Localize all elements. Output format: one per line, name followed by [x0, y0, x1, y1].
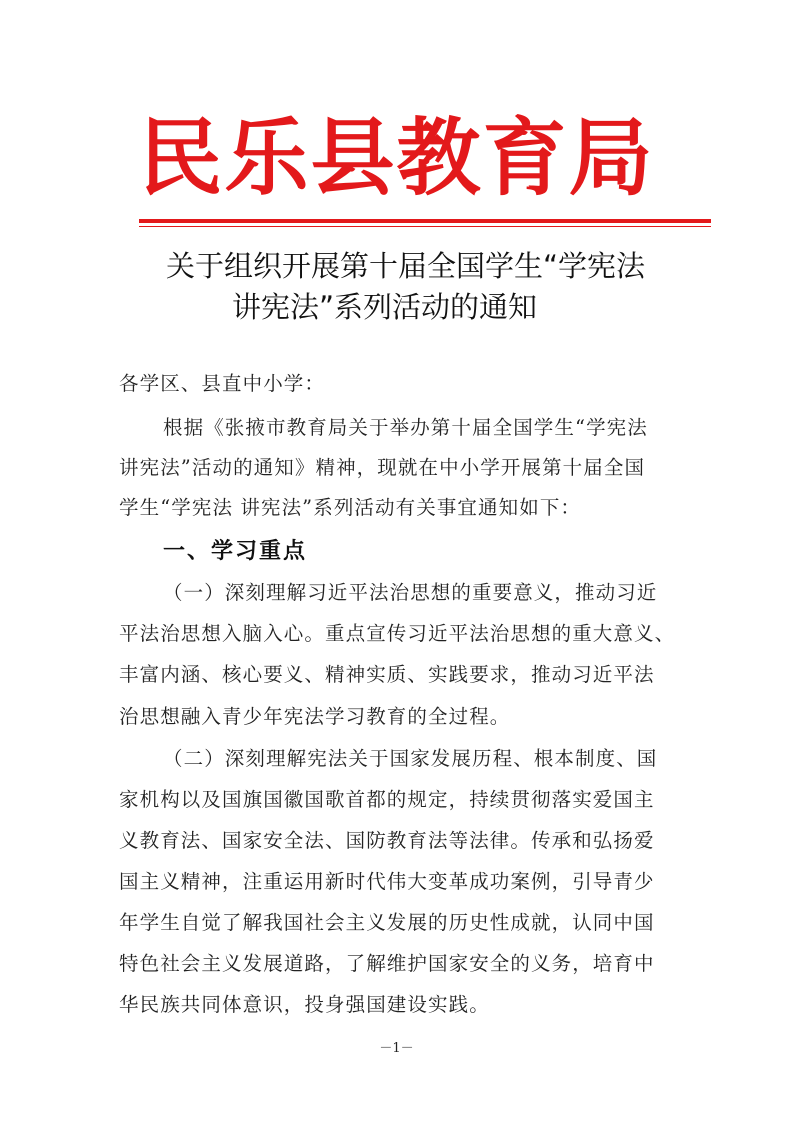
paragraph-line: 义教育法、国家安全法、国防教育法等法律。传承和弘扬爱	[119, 829, 655, 852]
document-title-line-2: 讲宪法”系列活动的通知	[232, 290, 538, 324]
paragraph-line: 国主义精神，注重运用新时代伟大变革成功案例，引导青少	[119, 870, 655, 893]
paragraph-line: 平法治思想入脑入心。重点宣传习近平法治思想的重大意义、	[119, 622, 676, 645]
intro-line: 讲宪法”活动的通知》精神，现就在中小学开展第十届全国	[119, 456, 646, 479]
document-title-line-1: 关于组织开展第十届全国学生“学宪法	[165, 249, 646, 283]
paragraph-line: 华民族共同体意识，投身强国建设实践。	[119, 993, 490, 1016]
paragraph-line: 丰富内涵、核心要义、精神实质、实践要求，推动习近平法	[119, 663, 655, 686]
intro-line: 根据《张掖市教育局关于举办第十届全国学生“学宪法	[163, 416, 648, 439]
red-header-rule-thick	[139, 219, 711, 223]
paragraph-line: 特色社会主义发展道路，了解维护国家安全的义务，培育中	[119, 952, 655, 975]
paragraph-line: 家机构以及国旗国徽国歌首都的规定，持续贯彻落实爱国主	[119, 788, 655, 811]
intro-line: 学生“学宪法 讲宪法”系列活动有关事宜通知如下：	[119, 496, 582, 519]
section-heading: 一、学习重点	[163, 539, 308, 564]
paragraph-line: （一）深刻理解习近平法治思想的重要意义，推动习近	[163, 581, 658, 604]
paragraph-line: （二）深刻理解宪法关于国家发展历程、根本制度、国	[163, 747, 658, 770]
salutation: 各学区、县直中小学：	[119, 372, 326, 395]
paragraph-line: 年学生自觉了解我国社会主义发展的历史性成就，认同中国	[119, 911, 655, 934]
issuing-authority-header: 民乐县教育局	[138, 108, 655, 207]
red-header-rule-thin	[139, 226, 711, 227]
paragraph-line: 治思想融入青少年宪法学习教育的全过程。	[119, 705, 511, 728]
page-number: －1－	[379, 1041, 414, 1056]
